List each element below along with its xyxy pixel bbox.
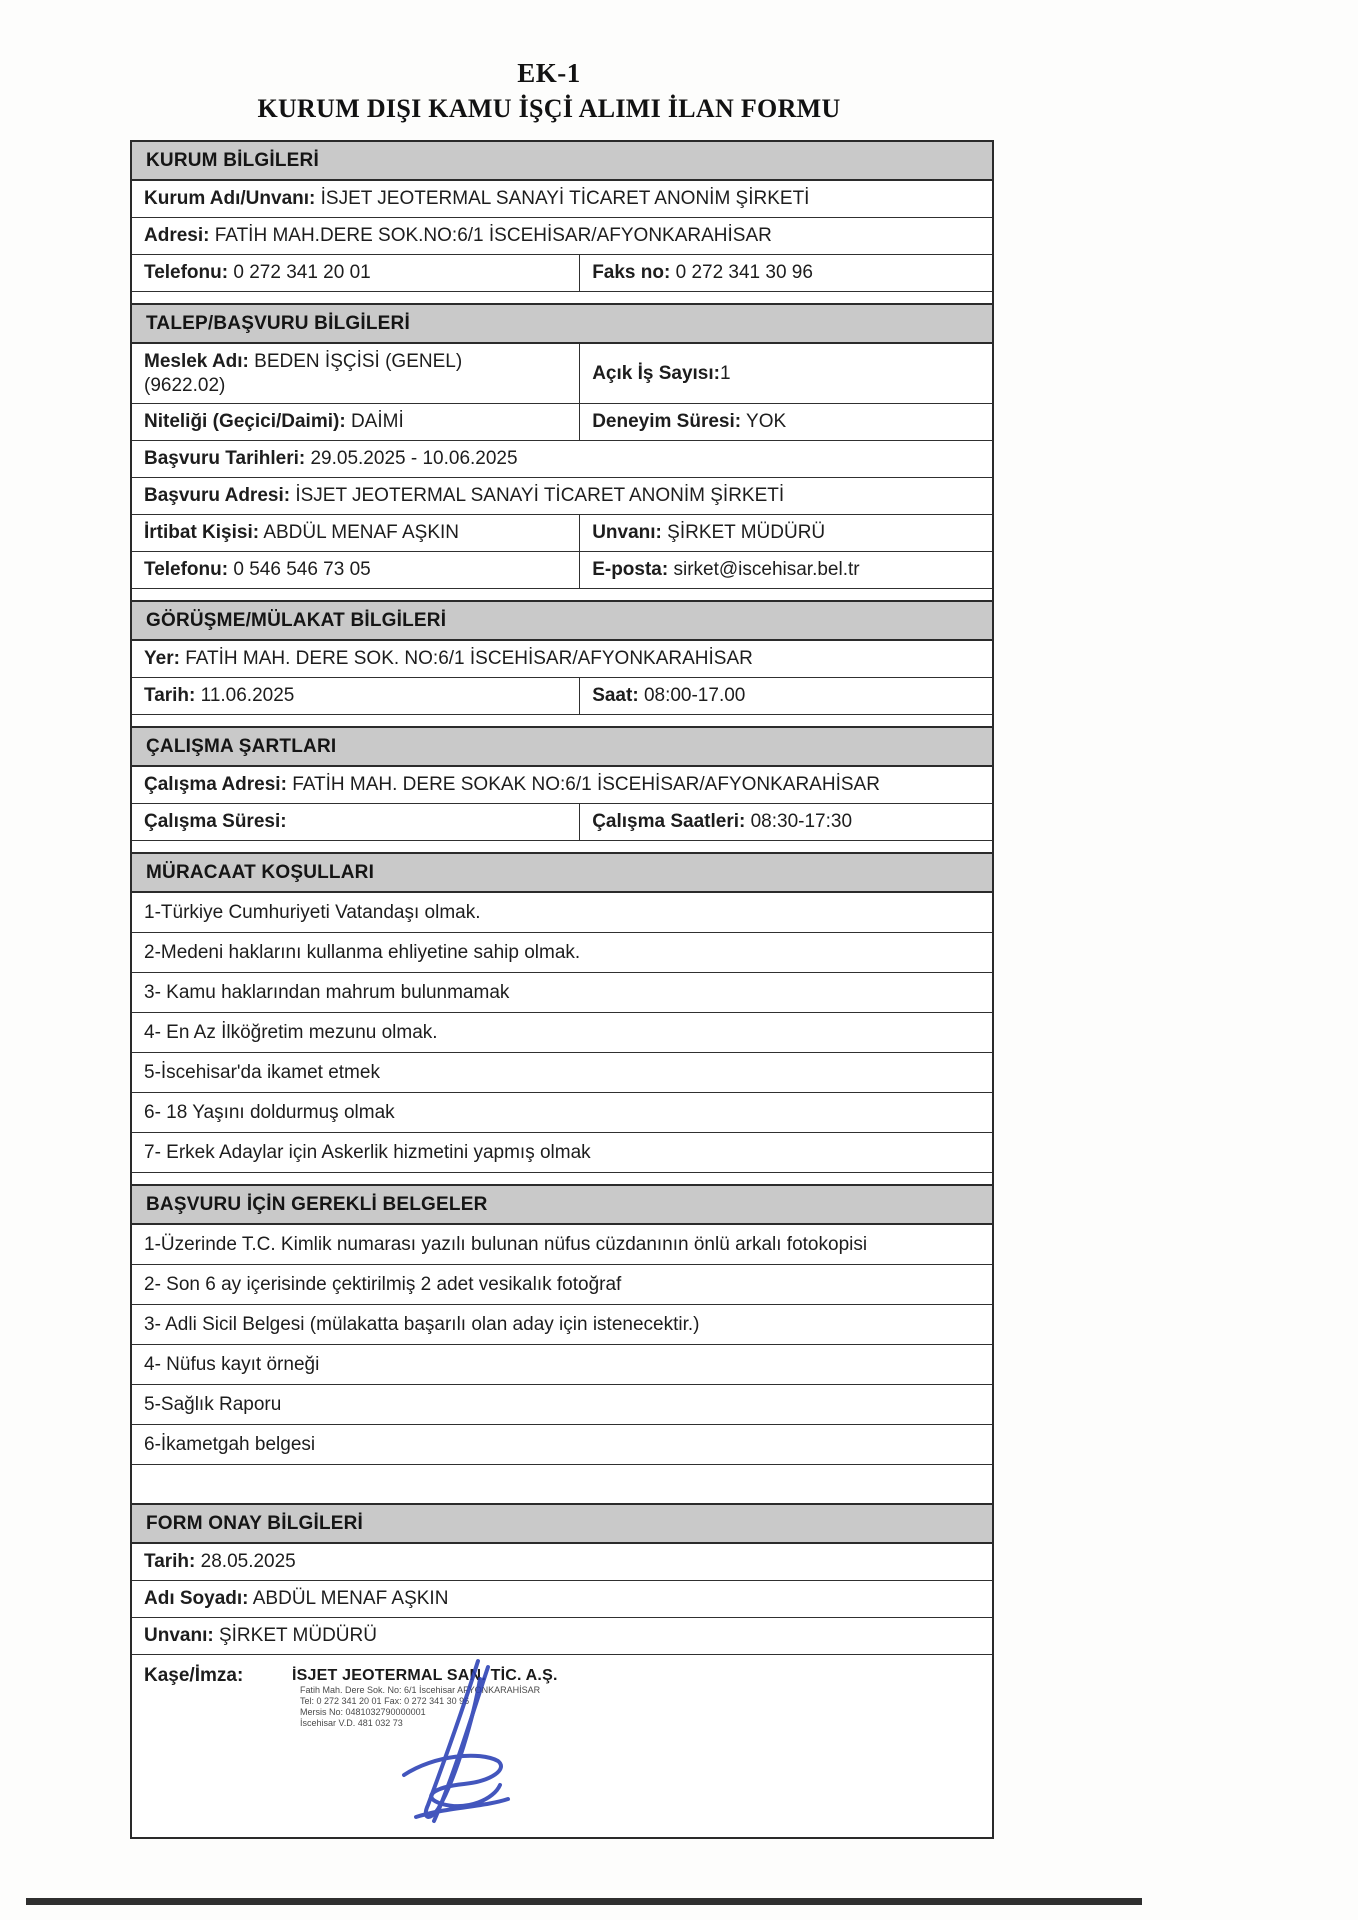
field-label: Faks no: bbox=[592, 262, 671, 283]
field-label: Unvanı: bbox=[592, 522, 662, 543]
section-header-muracaat: MÜRACAAT KOŞULLARI bbox=[132, 852, 992, 893]
field-value: 08:00-17.00 bbox=[643, 685, 746, 706]
list-item bbox=[132, 933, 992, 973]
document-titles bbox=[118, 58, 980, 124]
section-header-calisma: ÇALIŞMA ŞARTLARI bbox=[132, 726, 992, 767]
section-header-kurum: KURUM BİLGİLERİ bbox=[132, 142, 992, 181]
field-label: Unvanı: bbox=[144, 1625, 214, 1646]
field-value: ABDÜL MENAF AŞKIN bbox=[263, 522, 459, 543]
field-row-irtibat-unvan bbox=[132, 515, 992, 552]
field-value: ŞİRKET MÜDÜRÜ bbox=[667, 522, 826, 543]
field-basvuru-adresi bbox=[132, 478, 992, 515]
field-value: ŞİRKET MÜDÜRÜ bbox=[218, 1625, 377, 1646]
list-item-text: 4- Nüfus kayıt örneği bbox=[144, 1354, 320, 1375]
field-deneyim bbox=[579, 404, 992, 440]
stamp-phone-line: Tel: 0 272 341 20 01 Fax: 0 272 341 30 96 bbox=[300, 1696, 470, 1706]
list-item bbox=[132, 1345, 992, 1385]
field-label: İrtibat Kişisi: bbox=[144, 522, 260, 543]
field-value: İSJET JEOTERMAL SANAYİ TİCARET ANONİM ŞİRKETİ bbox=[320, 188, 810, 209]
list-item bbox=[132, 1093, 992, 1133]
field-label: E-posta: bbox=[592, 559, 669, 580]
field-line bbox=[144, 351, 567, 373]
field-label: Çalışma Adresi: bbox=[144, 774, 287, 795]
field-value: ABDÜL MENAF AŞKIN bbox=[252, 1588, 449, 1609]
list-item bbox=[132, 1265, 992, 1305]
field-value: 0 546 546 73 05 bbox=[233, 559, 371, 580]
stamp-mersis-line: Mersis No: 0481032790000001 bbox=[300, 1707, 426, 1717]
field-label: Kurum Adı/Unvanı: bbox=[144, 188, 316, 209]
field-adi-soyadi bbox=[132, 1581, 992, 1618]
list-item bbox=[132, 973, 992, 1013]
field-label: Yer: bbox=[144, 648, 180, 669]
field-faks bbox=[579, 255, 992, 291]
field-value: 1 bbox=[719, 363, 731, 384]
list-item-text: 6-İkametgah belgesi bbox=[144, 1434, 316, 1455]
list-item bbox=[132, 893, 992, 933]
field-label: Niteliği (Geçici/Daimi): bbox=[144, 411, 346, 432]
list-item bbox=[132, 1385, 992, 1425]
field-label: Adresi: bbox=[144, 225, 210, 246]
field-calisma-suresi bbox=[132, 804, 579, 840]
list-item-text: 1-Üzerinde T.C. Kimlik numarası yazılı bulunan nüfus cüzdanının önlü arkalı fotokopisi bbox=[144, 1234, 868, 1255]
stamp-company-name: İSJET JEOTERMAL SAN. TİC. A.Ş. bbox=[292, 1667, 558, 1684]
field-value: YOK bbox=[746, 411, 787, 432]
field-row-tarih-saat bbox=[132, 678, 992, 715]
list-item-text: 3- Kamu haklarından mahrum bulunmamak bbox=[144, 982, 510, 1003]
list-item-text: 4- En Az İlköğretim mezunu olmak. bbox=[144, 1022, 438, 1043]
stamp-tax-line: İscehisar V.D. 481 032 73 bbox=[300, 1718, 403, 1728]
field-value: 0 272 341 20 01 bbox=[233, 262, 371, 283]
field-calisma-adresi bbox=[132, 767, 992, 804]
field-telefon-2 bbox=[132, 552, 579, 588]
scan-edge-artifact bbox=[26, 1898, 1142, 1905]
list-item bbox=[132, 1053, 992, 1093]
field-value: FATİH MAH. DERE SOKAK NO:6/1 İSCEHİSAR/AFYONKARAHİSAR bbox=[292, 774, 880, 795]
list-item-text: 2- Son 6 ay içerisinde çektirilmiş 2 adet vesikalık fotoğraf bbox=[144, 1274, 622, 1295]
field-value: 28.05.2025 bbox=[200, 1551, 296, 1572]
field-value: 11.06.2025 bbox=[200, 685, 295, 706]
field-label: Başvuru Tarihleri: bbox=[144, 448, 306, 469]
section-header-gorusme: GÖRÜŞME/MÜLAKAT BİLGİLERİ bbox=[132, 600, 992, 641]
list-item-text: 1-Türkiye Cumhuriyeti Vatandaşı olmak. bbox=[144, 902, 481, 923]
list-item bbox=[132, 1425, 992, 1465]
field-label: Tarih: bbox=[144, 1551, 196, 1572]
list-item-text: 5-Sağlık Raporu bbox=[144, 1394, 282, 1415]
field-label: Telefonu: bbox=[144, 262, 229, 283]
field-value: 0 272 341 30 96 bbox=[675, 262, 813, 283]
list-item bbox=[132, 1225, 992, 1265]
field-acik-is bbox=[579, 344, 992, 403]
field-kurum-adi bbox=[132, 181, 992, 218]
field-label: Adı Soyadı: bbox=[144, 1588, 249, 1609]
field-value: İSJET JEOTERMAL SANAYİ TİCARET ANONİM ŞİRKETİ bbox=[295, 485, 785, 506]
field-label: Tarih: bbox=[144, 685, 196, 706]
field-label: Açık İş Sayısı: bbox=[592, 363, 720, 384]
field-row-telefon-eposta bbox=[132, 552, 992, 589]
section-header-belgeler: BAŞVURU İÇİN GEREKLİ BELGELER bbox=[132, 1184, 992, 1225]
list-item-text: 5-İscehisar'da ikamet etmek bbox=[144, 1062, 380, 1083]
list-item-text: 3- Adli Sicil Belgesi (mülakatta başarılı olan aday için istenecektir.) bbox=[144, 1314, 700, 1335]
field-value: 08:30-17:30 bbox=[750, 811, 853, 832]
field-tarih bbox=[132, 678, 579, 714]
field-row-sure-saat bbox=[132, 804, 992, 841]
field-label: Başvuru Adresi: bbox=[144, 485, 291, 506]
field-basvuru-tarihleri bbox=[132, 441, 992, 478]
field-yer bbox=[132, 641, 992, 678]
field-value: FATİH MAH.DERE SOK.NO:6/1 İSCEHİSAR/AFYONKARAHİSAR bbox=[214, 225, 772, 246]
list-item bbox=[132, 1133, 992, 1173]
field-value: FATİH MAH. DERE SOK. NO:6/1 İSCEHİSAR/AFYONKARAHİSAR bbox=[185, 648, 753, 669]
field-value-line2: (9622.02) bbox=[144, 375, 226, 396]
section-header-talep: TALEP/BAŞVURU BİLGİLERİ bbox=[132, 303, 992, 344]
field-line bbox=[592, 363, 730, 385]
field-row-meslek-acikis bbox=[132, 344, 992, 404]
field-onay-unvani bbox=[132, 1618, 992, 1655]
field-saat bbox=[579, 678, 992, 714]
field-label: Çalışma Saatleri: bbox=[592, 811, 746, 832]
field-label: Deneyim Süresi: bbox=[592, 411, 742, 432]
section-header-onay: FORM ONAY BİLGİLERİ bbox=[132, 1503, 992, 1544]
company-stamp bbox=[292, 1667, 592, 1729]
field-row-nitelik-deneyim bbox=[132, 404, 992, 441]
field-row-telefon-faks bbox=[132, 255, 992, 292]
list-item bbox=[132, 1305, 992, 1345]
page-title: KURUM DIŞI KAMU İŞÇİ ALIMI İLAN FORMU bbox=[257, 94, 841, 123]
field-value: DAİMİ bbox=[350, 411, 404, 432]
field-label: Telefonu: bbox=[144, 559, 229, 580]
field-label: Kaşe/İmza: bbox=[144, 1665, 244, 1686]
list-item-text: 6- 18 Yaşını doldurmuş olmak bbox=[144, 1102, 395, 1123]
field-value: BEDEN İŞÇİSİ (GENEL) bbox=[254, 351, 463, 372]
field-label: Meslek Adı: bbox=[144, 351, 249, 372]
list-item-text: 7- Erkek Adaylar için Askerlik hizmetini yapmış olmak bbox=[144, 1142, 591, 1163]
list-item bbox=[132, 1013, 992, 1053]
field-telefon bbox=[132, 255, 579, 291]
field-onay-tarih bbox=[132, 1544, 992, 1581]
field-value: sirket@iscehisar.bel.tr bbox=[673, 559, 860, 580]
field-adresi bbox=[132, 218, 992, 255]
field-label: Çalışma Süresi: bbox=[144, 811, 287, 832]
field-kase-imza bbox=[132, 1655, 992, 1837]
field-eposta bbox=[579, 552, 992, 588]
recruitment-form-table bbox=[130, 140, 994, 1839]
field-value: 29.05.2025 - 10.06.2025 bbox=[310, 448, 518, 469]
field-meslek bbox=[132, 344, 579, 403]
field-label: Saat: bbox=[592, 685, 639, 706]
doc-tag: EK-1 bbox=[517, 58, 581, 88]
stamp-address-line: Fatih Mah. Dere Sok. No: 6/1 İscehisar AFYONKARAHİSAR bbox=[300, 1685, 541, 1695]
list-item-text: 2-Medeni haklarını kullanma ehliyetine sahip olmak. bbox=[144, 942, 581, 963]
field-irtibat bbox=[132, 515, 579, 551]
field-unvan bbox=[579, 515, 992, 551]
field-calisma-saatleri bbox=[579, 804, 992, 840]
field-nitelik bbox=[132, 404, 579, 440]
